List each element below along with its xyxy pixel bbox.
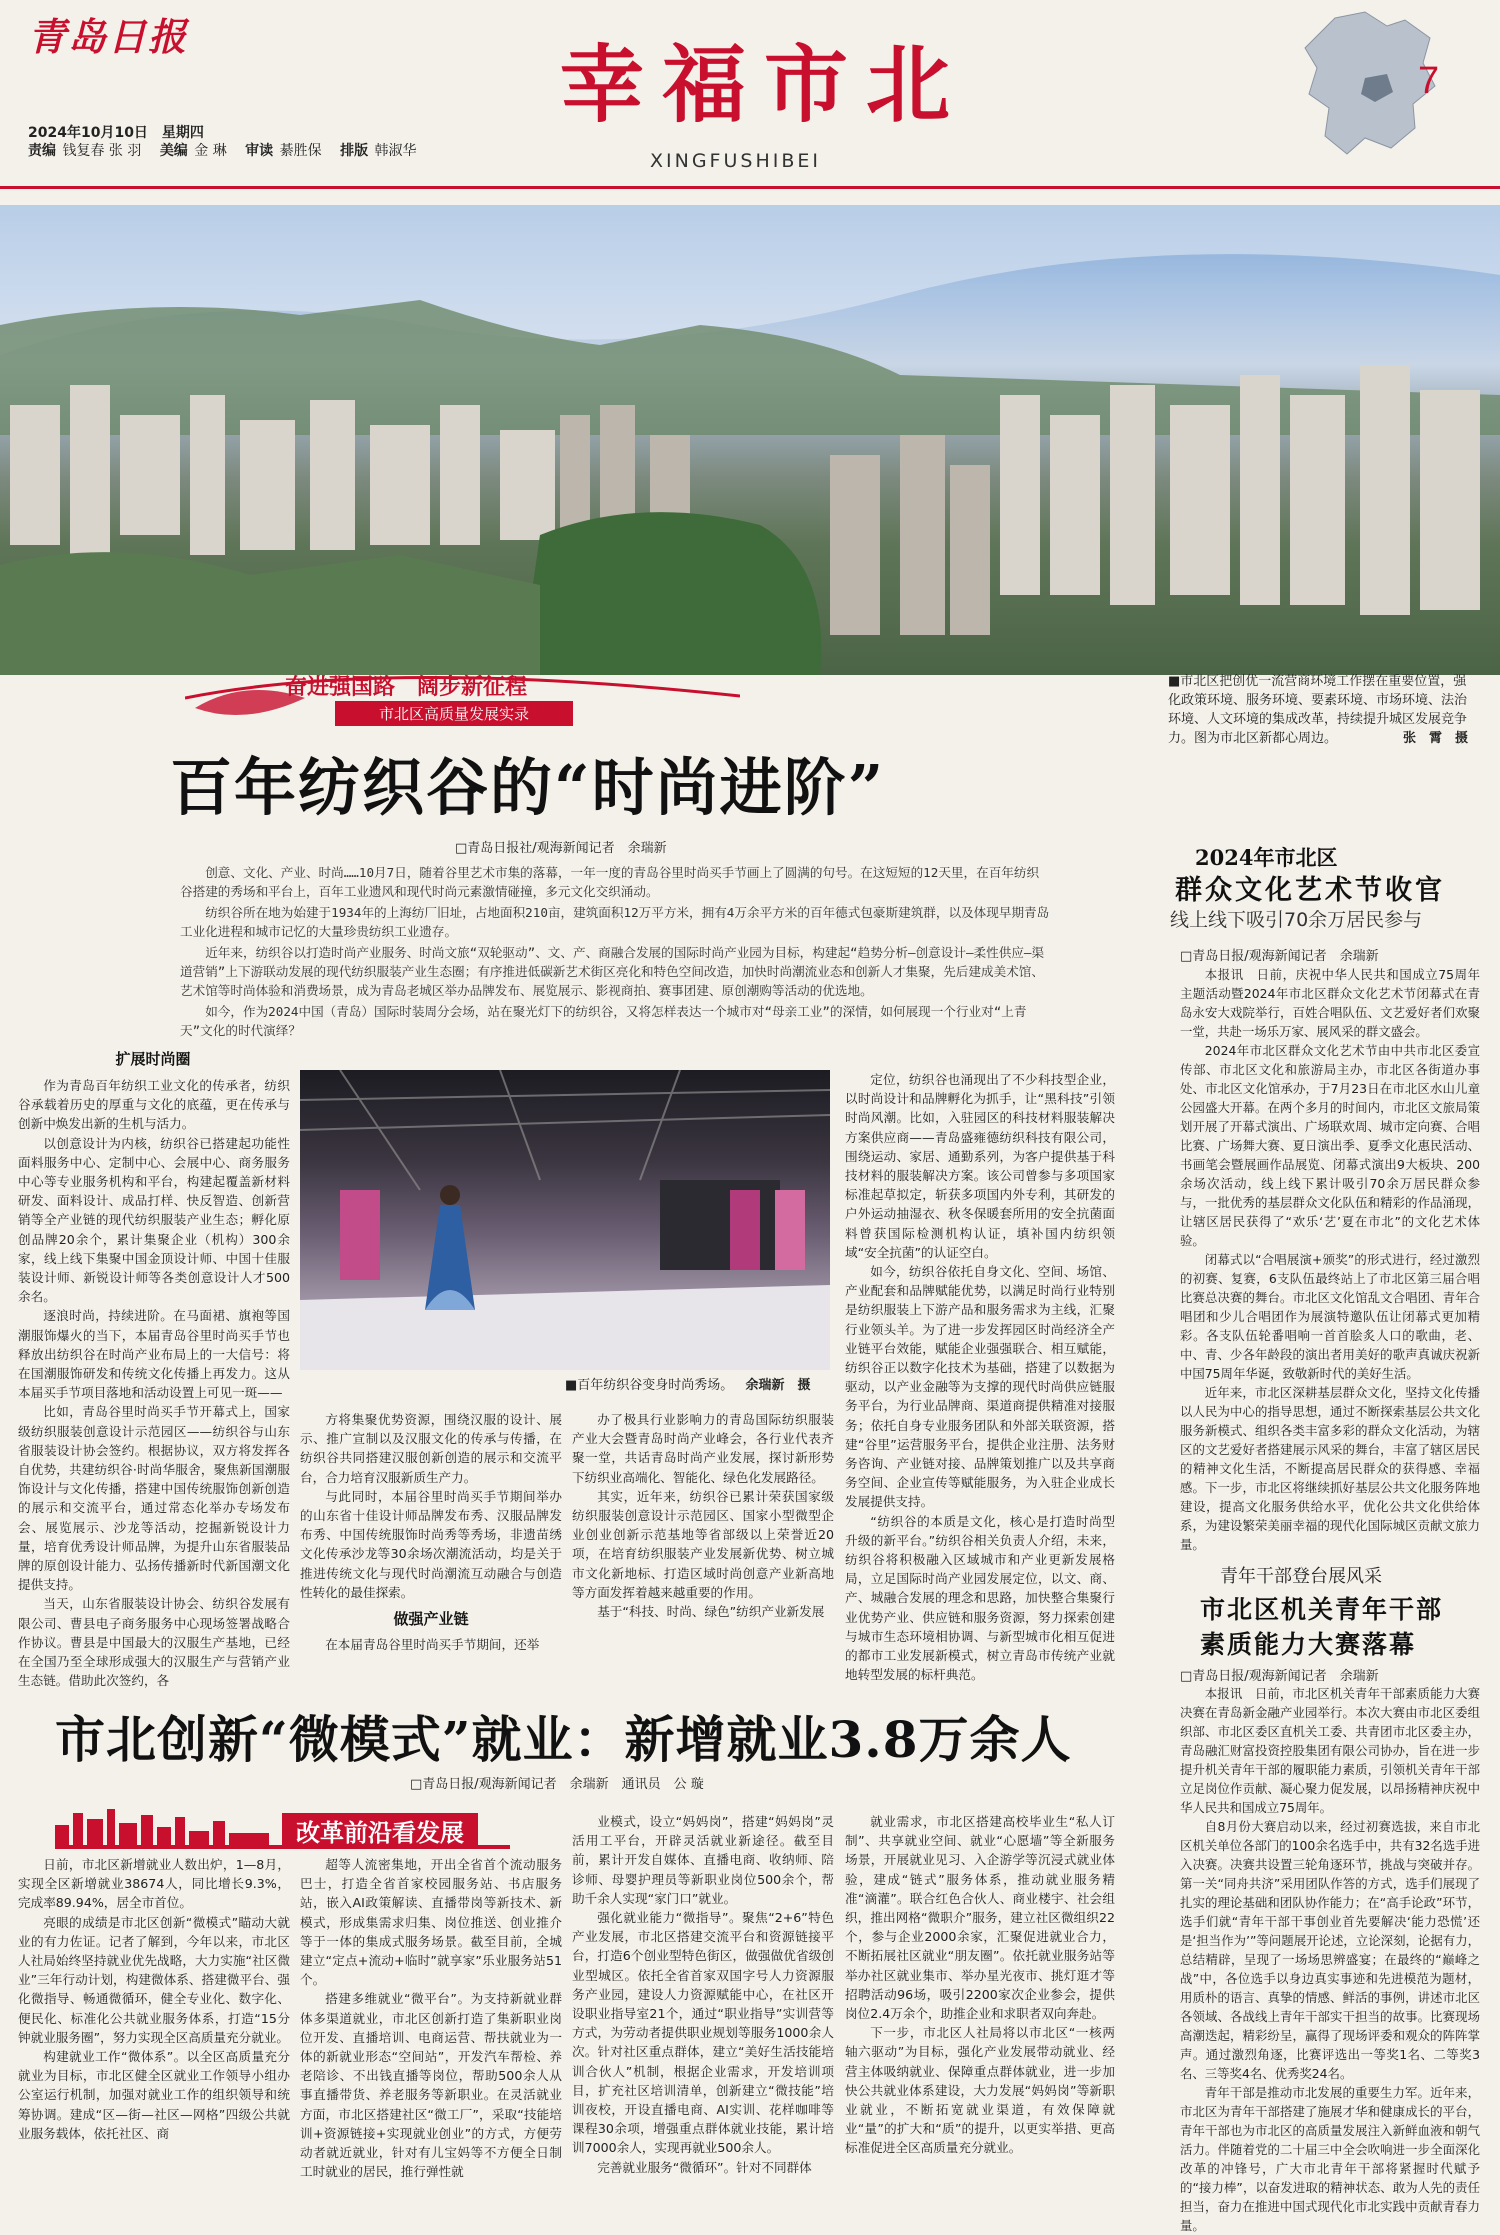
body-paragraph: 超等人流密集地，开出全省首个流动服务巴士，打造全省首家校园服务站、书店服务站，嵌入AI政策解读、直播带岗等新技术、新模式，形成集需求归集、岗位推送、创业推介等于一体的集成式服务场景。截至目前，全城建立“定点+流动+临时”就享家”乐业服务站51个。 <box>300 1857 562 1988</box>
body-paragraph: 基于“科技、时尚、绿色”纺织产业新发展 <box>597 1604 825 1620</box>
article1-col1 <box>18 1076 290 1691</box>
body-paragraph: 下一步，市北区人社局将以市北区“一核两轴六驱动”为目标，强化产业发展带动就业、经营主体吸纳就业、保障重点群体就业，进一步加快公共就业体系建设，大力发展“妈妈岗”等新职业就业，不断拓宽就业渠道，有效保障就业“量”的扩大和“质”的提升，以更实举措、更高标准促进全区高质量充分就业。 <box>845 2025 1115 2156</box>
article1-subhead-2: 做强产业链 <box>393 1610 469 1629</box>
lead-paragraph: 如今，作为2024中国（青岛）国际时装周分会场，站在聚光灯下的纺织谷，又将怎样表达一个城市对“母亲工业”的深情，如何展现一个行业对“上青天”文化的时代演绎？ <box>180 1004 1027 1038</box>
staff-names: 钱复春 张 羽 <box>62 143 142 159</box>
body-paragraph: 自8月份大赛启动以来，经过初赛选拔，来自市北区机关单位各部门的100余名选手中，共有32名选手进入决赛。决赛共设置三轮角逐环节，挑战与突破并存。第一关“同舟共济”采用团队作答的方式，选手们展现了扎实的理论基础和团队协作能力；在“高手论政”环节，选手们就“青年干部干事创业首先要解决‘能力恐慌’还是‘担当作为’”等问题展开论述，立论深刻，论据有力，总结精辟，呈现了一场场思辨盛宴；在最终的“巅峰之战”中，各位选手以身边真实事迹和先进模范为题材，用质朴的语言、真挚的情感、鲜活的事例，讲述市北区各领域、各战线上青年干部实干担当的故事。比赛现场高潮迭起，精彩纷呈，赢得了现场评委和观众的阵阵掌声。通过激烈角逐，比赛评选出一等奖1名、二等奖3名、三等奖4名、优秀奖24名。 <box>1180 1819 1480 2081</box>
series-banner-subtitle: 市北区高质量发展实录 <box>335 701 573 726</box>
page-number: 7 <box>1418 60 1440 102</box>
article1-col2 <box>300 1410 562 1654</box>
staff-credits <box>28 140 431 160</box>
article1-subhead-1: 扩展时尚圈 <box>115 1050 191 1068</box>
article3-byline: □青岛日报/观海新闻记者 余瑞新 <box>1180 1669 1379 1684</box>
section-title: 幸福市北 <box>560 35 969 134</box>
fashion-photo-caption-text: ■百年纺织谷变身时尚秀场。 <box>565 1378 734 1393</box>
body-paragraph: 完善就业服务“微循环”。针对不同群体 <box>597 2159 812 2175</box>
article4-headline: 市北创新“微模式”就业：新增就业3.8万余人 <box>55 1710 1072 1769</box>
body-paragraph: 闭幕式以“合唱展演+颁奖”的形式进行，经过激烈的初赛、复赛，6支队伍最终站上了市北区第三届合唱比赛总决赛的舞台。市北区文化馆乱文合唱团、青年合唱团和少儿合唱团作为展演特邀队伍让闭幕式更加精彩。各支队伍轮番唱响一首首脍炙人口的歌曲，老、中、青、少各年龄段的演出者用美好的歌声真诚庆祝新中国75周年华诞，致敬新时代的美好生活。 <box>1180 1252 1480 1381</box>
body-paragraph: 当天，山东省服装设计协会、纺织谷发展有限公司、曹县电子商务服务中心现场签署战略合作协议。曹县是中国最大的汉服生产基地，已经在全国乃至全球形成强大的汉服生产与营销产业生态链。借助此次签约，各 <box>18 1596 290 1689</box>
body-paragraph: 本报讯 日前，庆祝中华人民共和国成立75周年主题活动暨2024年市北区群众文化艺术节闭幕式在青岛永安大戏院举行，百姓合唱队伍、文艺爱好者们欢聚一堂，共赴一场乐万家、展风采的群文盛会。 <box>1180 967 1480 1039</box>
body-paragraph: 就业需求，市北区搭建高校毕业生“私人订制”、共享就业空间、就业“心愿墙”等全新服务场景，开展就业见习、入企游学等沉浸式就业体验，建成“链式”服务体系，推动就业服务精准“滴灌”。联合红色合伙人、商业楼宇、社会组织，推出网格“微职介”服务，建立社区微组织22个，参与企业2000余家，汇聚促进就业合力，不断拓展社区就业“朋友圈”。依托就业服务站等举办社区就业集市、举办星光夜市、挑灯逛才等招聘活动96场，吸引2200家次企业参会，提供岗位2.4万余个，助推企业和求职者双向奔赴。 <box>845 1814 1115 2022</box>
city-skyline-photo <box>0 205 1500 675</box>
body-paragraph: 逐浪时尚，持续进阶。在马面裙、旗袍等国潮服饰爆火的当下，本届青岛谷里时尚买手节也释放出纺织谷在时尚产业布局上的一大信号：将在国潮服饰研发和传统文化传播上再发力。这从本届买手节项目落地和活动设置上可见一斑—— <box>18 1308 290 1401</box>
body-paragraph: 2024年市北区群众文化艺术节由中共市北区委宣传部、市北区文化和旅游局主办，市北区各街道办事处、市北区文化馆承办，于7月23日在市北区水山儿童公园盛大开幕。在两个多月的时间内，市北区文旅局策划开展了开幕式演出、广场联欢周、城市定向赛、合唱比赛、广场舞大赛、夏日演出季、夏季文化惠民活动、书画笔会暨展画作品展览、闭幕式演出9大板块、200余场次活动，线上线下累计吸引70余万居民群众参与，一批优秀的基层群众文化队伍和精彩的作品涌现，让辖区居民获得了“欢乐‘艺’夏在市北”的文化艺术体验。 <box>1180 1043 1480 1248</box>
staff-names: 韩淑华 <box>374 143 417 159</box>
body-paragraph: 方将集聚优势资源，围绕汉服的设计、展示、推广宣制以及汉服文化的传承与传播，在纺织谷共同搭建汉服创新创造的展示和交流平台，合力培育汉服新质生产力。 <box>300 1412 562 1485</box>
article1-lead <box>180 863 1050 1042</box>
article4-col2 <box>300 1855 562 2181</box>
article3-body <box>1180 1684 1480 2235</box>
fashion-show-photo <box>300 1070 830 1370</box>
article2-byline: □青岛日报/观海新闻记者 余瑞新 <box>1180 949 1379 964</box>
staff-role: 责编 <box>28 143 56 159</box>
article1-byline: □青岛日报社/观海新闻记者 余瑞新 <box>455 841 667 856</box>
article3-headline-2: 素质能力大赛落幕 <box>1200 1630 1417 1659</box>
staff-names: 綦胜保 <box>279 143 322 159</box>
body-paragraph: 搭建多维就业“微平台”。为支持新就业群体多渠道就业，市北区创新打造了集新职业岗位开发、直播培训、电商运营、帮扶就业为一体的新就业形态“空间站”，开发汽车帮检、养老陪诊、不出钱直播等岗位，帮助500余人从事直播带货、养老服务等新职业。在灵活就业方面，市北区搭建社区“微工厂”，采取“技能培训+资源链接+实现就业创业”的方式，方便劳动者就近就业，针对有儿宝妈等不方便全日制工时就业的居民，推行弹性就 <box>300 1991 562 2180</box>
body-paragraph: 在本届青岛谷里时尚买手节期间，还举 <box>325 1637 540 1653</box>
body-paragraph: 其实，近年来，纺织谷已累计荣获国家级纺织服装创意设计示范园区、国家小型微型企业创业创新示范基地等省部级以上荣誉近20项，在培育纺织服装产业发展新优势、树立城市文化新地标、打造区域时尚创意产业新高地等方面发挥着越来越重要的作用。 <box>572 1488 834 1600</box>
issue-date: 2024年10月10日 星期四 <box>28 125 204 141</box>
article3-headline-1: 市北区机关青年干部 <box>1200 1595 1444 1624</box>
article3-kicker: 青年干部登台展风采 <box>1220 1566 1382 1587</box>
body-paragraph: 近年来，市北区深耕基层群众文化，坚持文化传播以人民为中心的指导思想，通过不断探索基层公共文化服务新模式、组织各类丰富多彩的群众文化活动，为辖区的文艺爱好者搭建展示风采的舞台，丰富了辖区居民的精神文化生活，不断提高居民群众的获得感、幸福感。下一步，市北区将继续抓好基层公共文化服务阵地建设，提高文化服务供给水平，优化公共文化供给体系，为建设繁荣美丽幸福的现代化国际城区贡献文旅力量。 <box>1180 1385 1480 1552</box>
body-paragraph: 如今，纺织谷依托自身文化、空间、场馆、产业配套和品牌赋能优势，以满足时尚行业特别是纺织服装上下游产品和服务需求为主线，汇聚行业领头羊。为了进一步发挥园区时尚经济全产业链平台效能，赋能企业强强联合、相互赋能，纺织谷正以数字化技术为基础，搭建了以数据为驱动，以产业金融等为支撑的现代时尚供应链服务平台，为行业品牌商、渠道商提供精准对接服务；依托自身专业服务团队和外部关联资源，搭建“谷里”运营服务平台，提供企业注册、法务财务咨询、产业链对接、品牌策划推广以及共享商务空间、企业宣传等赋能服务，为入驻企业成长发展提供支持。 <box>845 1264 1115 1510</box>
staff-role: 审读 <box>245 143 274 159</box>
article1-col3 <box>572 1410 834 1621</box>
article2-body <box>1180 965 1480 1554</box>
article2-subtitle: 线上线下吸引70余万居民参与 <box>1170 909 1423 931</box>
article2-kicker: 2024年市北区 <box>1195 845 1338 870</box>
article1-headline: 百年纺织谷的“时尚进阶” <box>170 751 886 824</box>
newspaper-logo: 青岛日报 <box>28 14 189 59</box>
article4-col4 <box>845 1812 1115 2158</box>
body-paragraph: 日前，市北区新增就业人数出炉，1—8月，实现全区新增就业38674人，同比增长9.3%，完成率89.94%，居全市首位。 <box>18 1857 290 1911</box>
body-paragraph: “纺织谷的本质是文化，核心是打造时尚型升级的新平台。”纺织谷相关负责人介绍，未来，纺织谷将积极融入区域城市和产业更新发展格局，立足国际时尚产业园发展定位，以文、商、产、城融合发展的理念和思路，加快整合集聚行业优势产业、供应链和服务资源，努力探索创建与城市生态环境相协调、与新型城市化相互促进的都市工业发展新模式，树立青岛市传统产业就地转型发展的标杆典范。 <box>845 1513 1115 1683</box>
staff-role: 美编 <box>159 143 188 159</box>
body-paragraph: 亮眼的成绩是市北区创新“微模式”瞄动大就业的有力佐证。记者了解到，今年以来，市北区人社局始终坚持就业优先战略，大力实施“社区微业”三年行动计划，构建微体系、搭建微平台、强化微指导、畅通微循环，健全专业化、数字化、便民化、标准化公共就业服务体系，打造“15分钟就业服务圈”，努力实现全区高质量充分就业。 <box>18 1914 290 2045</box>
article2-headline: 群众文化艺术节收官 <box>1175 875 1445 906</box>
section-pinyin: XINGFUSHIBEI <box>650 150 821 172</box>
masthead-divider <box>0 186 1500 189</box>
lead-paragraph: 创意、文化、产业、时尚……10月7日，随着谷里艺术市集的落幕，一年一度的青岛谷里时尚买手节画上了圆满的句号。在这短短的12天里，在百年纺织谷搭建的秀场和平台上，百年工业遗风和现代时尚元素激情碰撞，多元文化交织涌动。 <box>180 865 1040 899</box>
body-paragraph: 青年干部是推动市北发展的重要生力军。近年来，市北区为青年干部搭建了施展才华和健康成长的平台，青年干部也为市北区的高质量发展注入新鲜血液和朝气活力。伴随着党的二十届三中全会吹响进一步全面深化改革的冲锋号，广大市北青年干部将紧握时代赋予的“接力棒”，以奋发进取的精神状态、敢为人先的责任担当，奋力在推进中国式现代化市北实践中贡献青春力量。 <box>1180 2085 1480 2233</box>
body-paragraph: 办了极具行业影响力的青岛国际纺织服装产业大会暨青岛时尚产业峰会，各行业代表齐聚一堂，共话青岛时尚产业发展，探讨新形势下纺织业高端化、智能化、绿色化发展路径。 <box>572 1412 834 1485</box>
top-photo-credit: 张 霄 摄 <box>1402 731 1468 746</box>
body-paragraph: 强化就业能力“微指导”。聚焦“2+6”特色产业发展，市北区搭建交流平台和资源链接平台，打造6个创业型特色街区，做强做优省级创业型城区。依托全省首家双国字号人力资源服务产业园，建设人力资源赋能中心，在社区开设职业指导室21个，通过“职业指导”实训营等方式，为劳动者提供职业规划等服务1000余人次。针对社区重点群体，建立“美好生活技能培训合伙人”机制，根据企业需求，开发培训项目，扩充社区培训清单，创新建立“微技能”培训夜校，开设直播电商、AI实训、花样咖啡等课程30余项，增强重点群体就业技能，累计培训7000余人，实现再就业500余人。 <box>572 1910 834 2156</box>
reform-series-label: 改革前沿看发展 <box>282 1813 478 1848</box>
body-paragraph: 以创意设计为内核，纺织谷已搭建起功能性面料服务中心、定制中心、会展中心、商务服务中心等专业服务机构和平台，构建起覆盖新材料研发、面料设计、成品打样、快反智造、创新营销等全产业链的现代纺织服装产业生态；孵化原创品牌20余个，累计集聚企业（机构）300余家，线上线下集聚中国金顶设计师、中国十佳服装设计师、新锐设计师等各类创意设计人才500余名。 <box>18 1135 290 1305</box>
body-paragraph: 本报讯 日前，市北区机关青年干部素质能力大赛决赛在青岛新金融产业园举行。本次大赛由市北区委组织部、市北区委区直机关工委、共青团市北区委主办，青岛融汇财富投资控股集团有限公司协办，旨在进一步提升机关青年干部的履职能力素质，引领机关青年干部立足岗位作贡献、凝心聚力促发展，以昂扬精神庆祝中华人民共和国成立75周年。 <box>1180 1686 1480 1815</box>
top-photo-caption <box>1168 672 1468 748</box>
staff-names: 金 琳 <box>194 143 227 159</box>
article4-byline: □青岛日报/观海新闻记者 余瑞新 通讯员 公 璇 <box>410 1777 704 1792</box>
lead-paragraph: 近年来，纺织谷以打造时尚产业服务、时尚文旅“双轮驱动”、文、产、商融合发展的国际时尚产业园为目标，构建起“趋势分析—创意设计—柔性供应—渠道营销”上下游联动发展的现代纺织服装产业生态圈；有序推进低碳新艺术街区亮化和特色空间改造，加快时尚潮流业态和创新人才集聚，先后建成美术馆、艺术馆等时尚体验和消费场景，成为青岛老城区举办品牌发布、展览展示、影视商拍、赛事团建、原创潮购等活动的优选地。 <box>180 945 1045 998</box>
body-paragraph: 业模式，设立“妈妈岗”，搭建“妈妈岗”灵活用工平台，开辟灵活就业新途径。截至目前，累计开发自媒体、直播电商、收纳师、陪诊师、母婴护理员等新职业岗位500余个，帮助千余人实现“家门口”就业。 <box>572 1814 834 1906</box>
article1-col4 <box>845 1070 1115 1685</box>
lead-paragraph: 纺织谷所在地为始建于1934年的上海纺厂旧址，占地面积210亩，建筑面积12万平方米，拥有4万余平方米的百年德式包豪斯建筑群，以及体现早期青岛工业化进程和城市记忆的大量珍贵纺织工业遗存。 <box>180 905 1050 939</box>
fashion-photo-caption <box>565 1376 835 1395</box>
article4-col1 <box>18 1855 290 2143</box>
body-paragraph: 比如，青岛谷里时尚买手节开幕式上，国家级纺织服装创意设计示范园区——纺织谷与山东省服装设计协会签约。根据协议，双方将发挥各自优势，共建纺织谷·时尚华服舍，聚焦新国潮服饰设计与文化传播，搭建中国传统服饰创新创造的展示和交流平台，通过常态化举办专场发布会、展览展示、沙龙等活动，挖掘新锐设计力量，培育优秀设计师品牌，为提升山东省服装品牌的原创设计能力、弘扬传播新时代新国潮文化提供支持。 <box>18 1404 290 1593</box>
body-paragraph: 构建就业工作“微体系”。以全区高质量充分就业为目标，市北区健全区就业工作领导小组办公室运行机制，加强对就业工作的组织领导和统筹协调。建成“区—街—社区—网格”四级公共就业服务载体，依托社区、商 <box>18 2049 290 2141</box>
body-paragraph: 定位，纺织谷也涌现出了不少科技型企业，以时尚设计和品牌孵化为抓手，让“黑科技”引领时尚风潮。比如，入驻园区的科技材料服装解决方案供应商——青岛盛雍德纺织科技有限公司，围绕运动、家居、通勤系列，为客户提供基于科技材料的服装解决方案。该公司曾参与多项国家标准起草拟定，斩获多项国内外专利，其研发的户外运动抽湿衣、秋冬保暖套所用的安全抗菌面料曾获国际检测机构认证，填补国内纺织领域“安全抗菌”的认证空白。 <box>845 1072 1115 1260</box>
staff-role: 排版 <box>340 143 369 159</box>
article4-col3 <box>572 1812 834 2177</box>
body-paragraph: 与此同时，本届谷里时尚买手节期间举办的山东省十佳设计师品牌发布秀、汉服品牌发布秀、中国传统服饰时尚秀等秀场，非遗苗绣文化传承沙龙等30余场次潮流活动，均是关于推进传统文化与现代时尚潮流互动融合与创造性转化的最佳探索。 <box>300 1488 562 1600</box>
body-paragraph: 作为青岛百年纺织工业文化的传承者，纺织谷承载着历史的厚重与文化的底蕴，更在传承与创新中焕发出新的生机与活力。 <box>18 1078 290 1132</box>
fashion-photo-credit: 余瑞新 摄 <box>745 1378 811 1393</box>
top-photo-caption-text: ■市北区把创优一流营商环境工作摆在重要位置，强化政策环境、服务环境、要素环境、市场环境、法治环境、人文环境的集成改革，持续提升城区发展竞争力。图为市北区新都心周边。 <box>1168 674 1468 746</box>
series-banner-title: 奋进强国路 阔步新征程 <box>285 674 528 700</box>
